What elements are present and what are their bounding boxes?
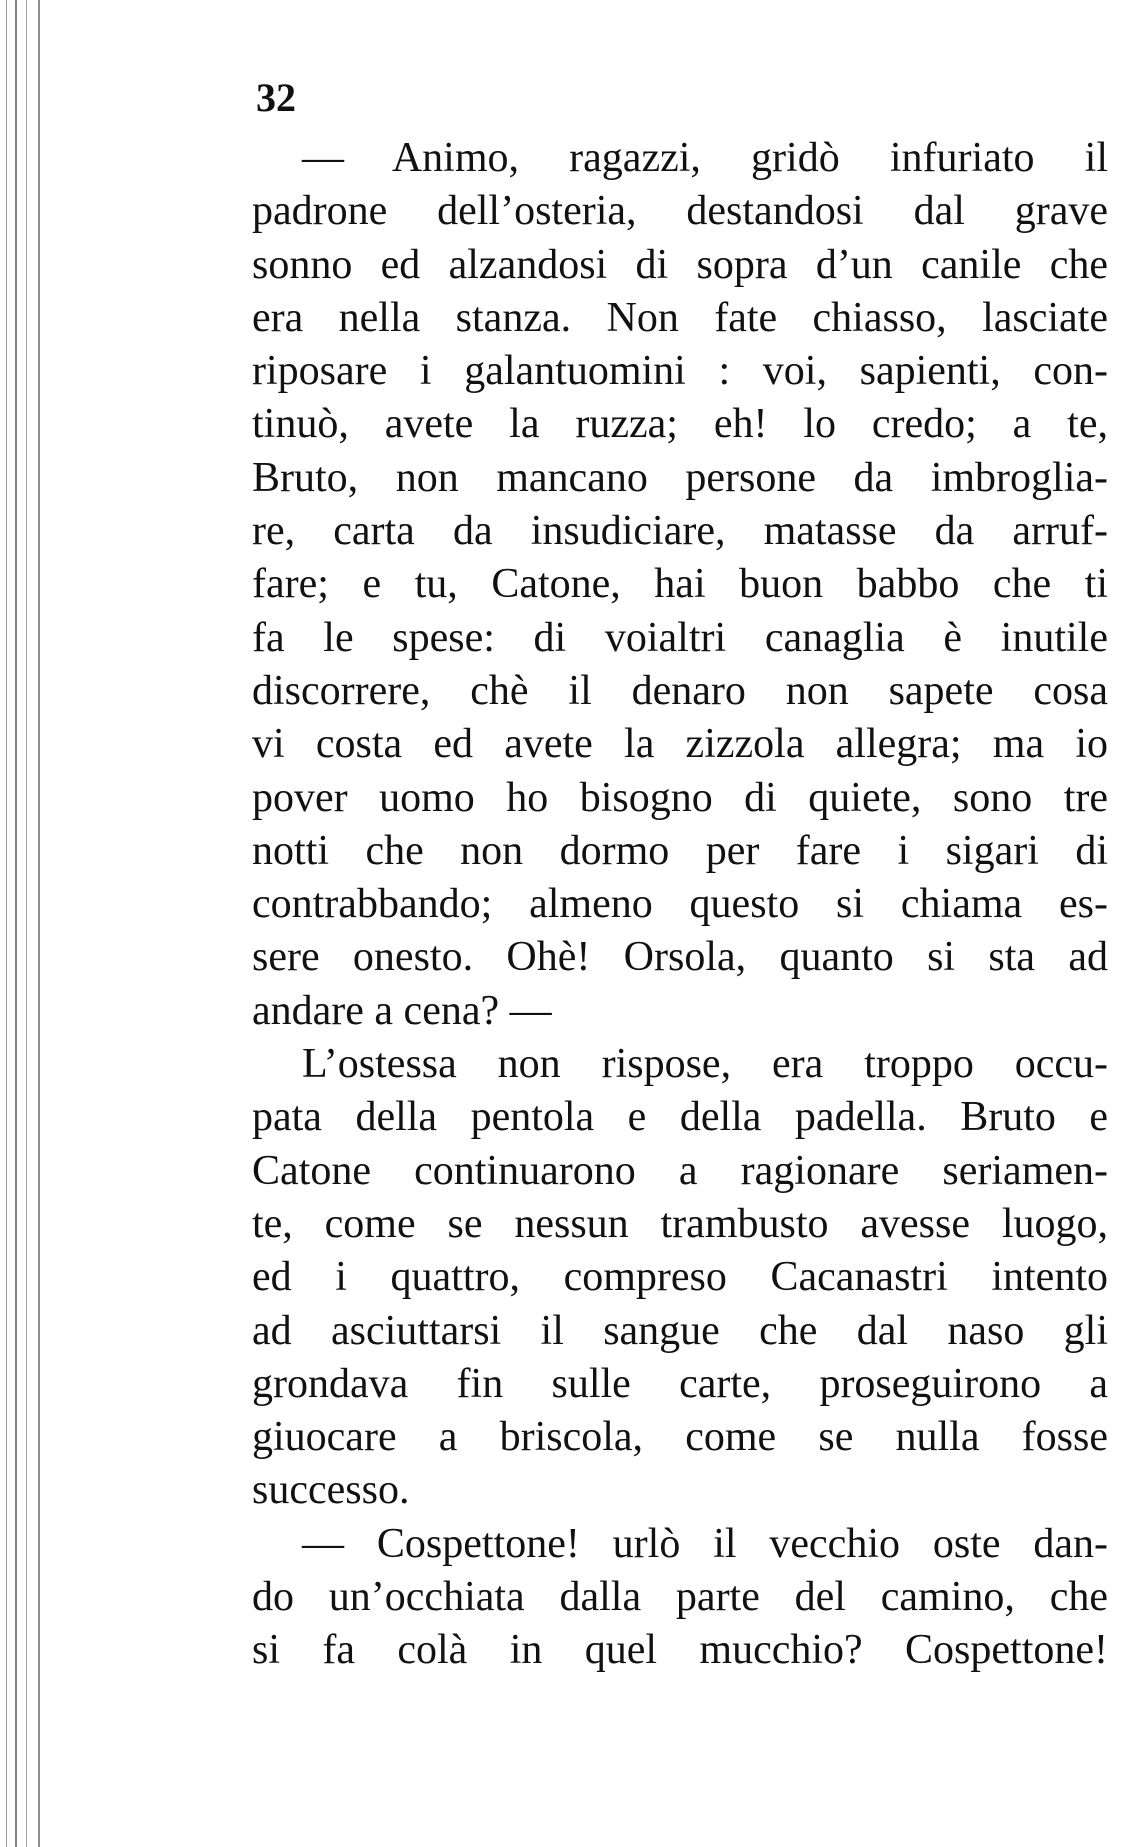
text-line: Catone continuarono a ragionare seriamen- [252,1147,1108,1194]
text-line: sonno ed alzandosi di sopra d’un canile che [252,241,1108,288]
text-line: riposare i galantuomini : voi, sapienti, con- [252,348,1108,395]
paragraph-3 [252,1518,1108,1678]
text-line: fa le spese: di voialtri canaglia è inutile [252,614,1108,661]
paragraph-2 [252,1038,1108,1518]
text-line: pata della pentola e della padella. Bruto e [252,1094,1108,1141]
text-line: tinuò, avete la ruzza; eh! lo credo; a te, [252,401,1108,448]
page-number: 32 [256,75,296,120]
text-line: sere onesto. Ohè! Orsola, quanto si sta ad [252,934,1108,981]
text-line: ed i quattro, compreso Cacanastri intento [252,1254,1108,1301]
text-line: fare; e tu, Catone, hai buon babbo che ti [252,561,1108,608]
page-binding-edge [0,0,64,1847]
book-page [252,70,1108,1678]
text-line: — Animo, ragazzi, gridò infuriato il [302,135,1108,181]
text-line: do un’occhiata dalla parte del camino, che [252,1574,1108,1621]
text-line: padrone dell’osteria, destandosi dal grave [252,188,1108,235]
text-line: grondava fin sulle carte, proseguirono a [252,1360,1108,1407]
paragraph-1 [252,132,1108,1038]
text-line: te, come se nessun trambusto avesse luogo, [252,1200,1108,1247]
text-line: discorrere, chè il denaro non sapete cosa [252,667,1108,714]
text-line: vi costa ed avete la zizzola allegra; ma io [252,721,1108,768]
text-line: andare a cena? — [252,987,552,1034]
text-line: giuocare a briscola, come se nulla fosse [252,1414,1108,1461]
text-line: — Cospettone! urlò il vecchio oste dan- [302,1520,1108,1567]
text-line: era nella stanza. Non fate chiasso, lasciate [252,294,1108,341]
text-line: re, carta da insudiciare, matasse da arruf- [252,508,1108,555]
text-line: ad asciuttarsi il sangue che dal naso gli [252,1307,1108,1354]
text-line: si fa colà in quel mucchio? Cospettone! [252,1627,1108,1674]
text-line: L’ostessa non rispose, era troppo occu- [302,1041,1108,1088]
text-line: Bruto, non mancano persone da imbroglia- [252,454,1108,501]
text-line: pover uomo ho bisogno di quiete, sono tre [252,774,1108,821]
text-line: contrabbando; almeno questo si chiama es- [252,881,1108,928]
text-line: successo. [252,1467,410,1514]
text-line: notti che non dormo per fare i sigari di [252,827,1108,874]
